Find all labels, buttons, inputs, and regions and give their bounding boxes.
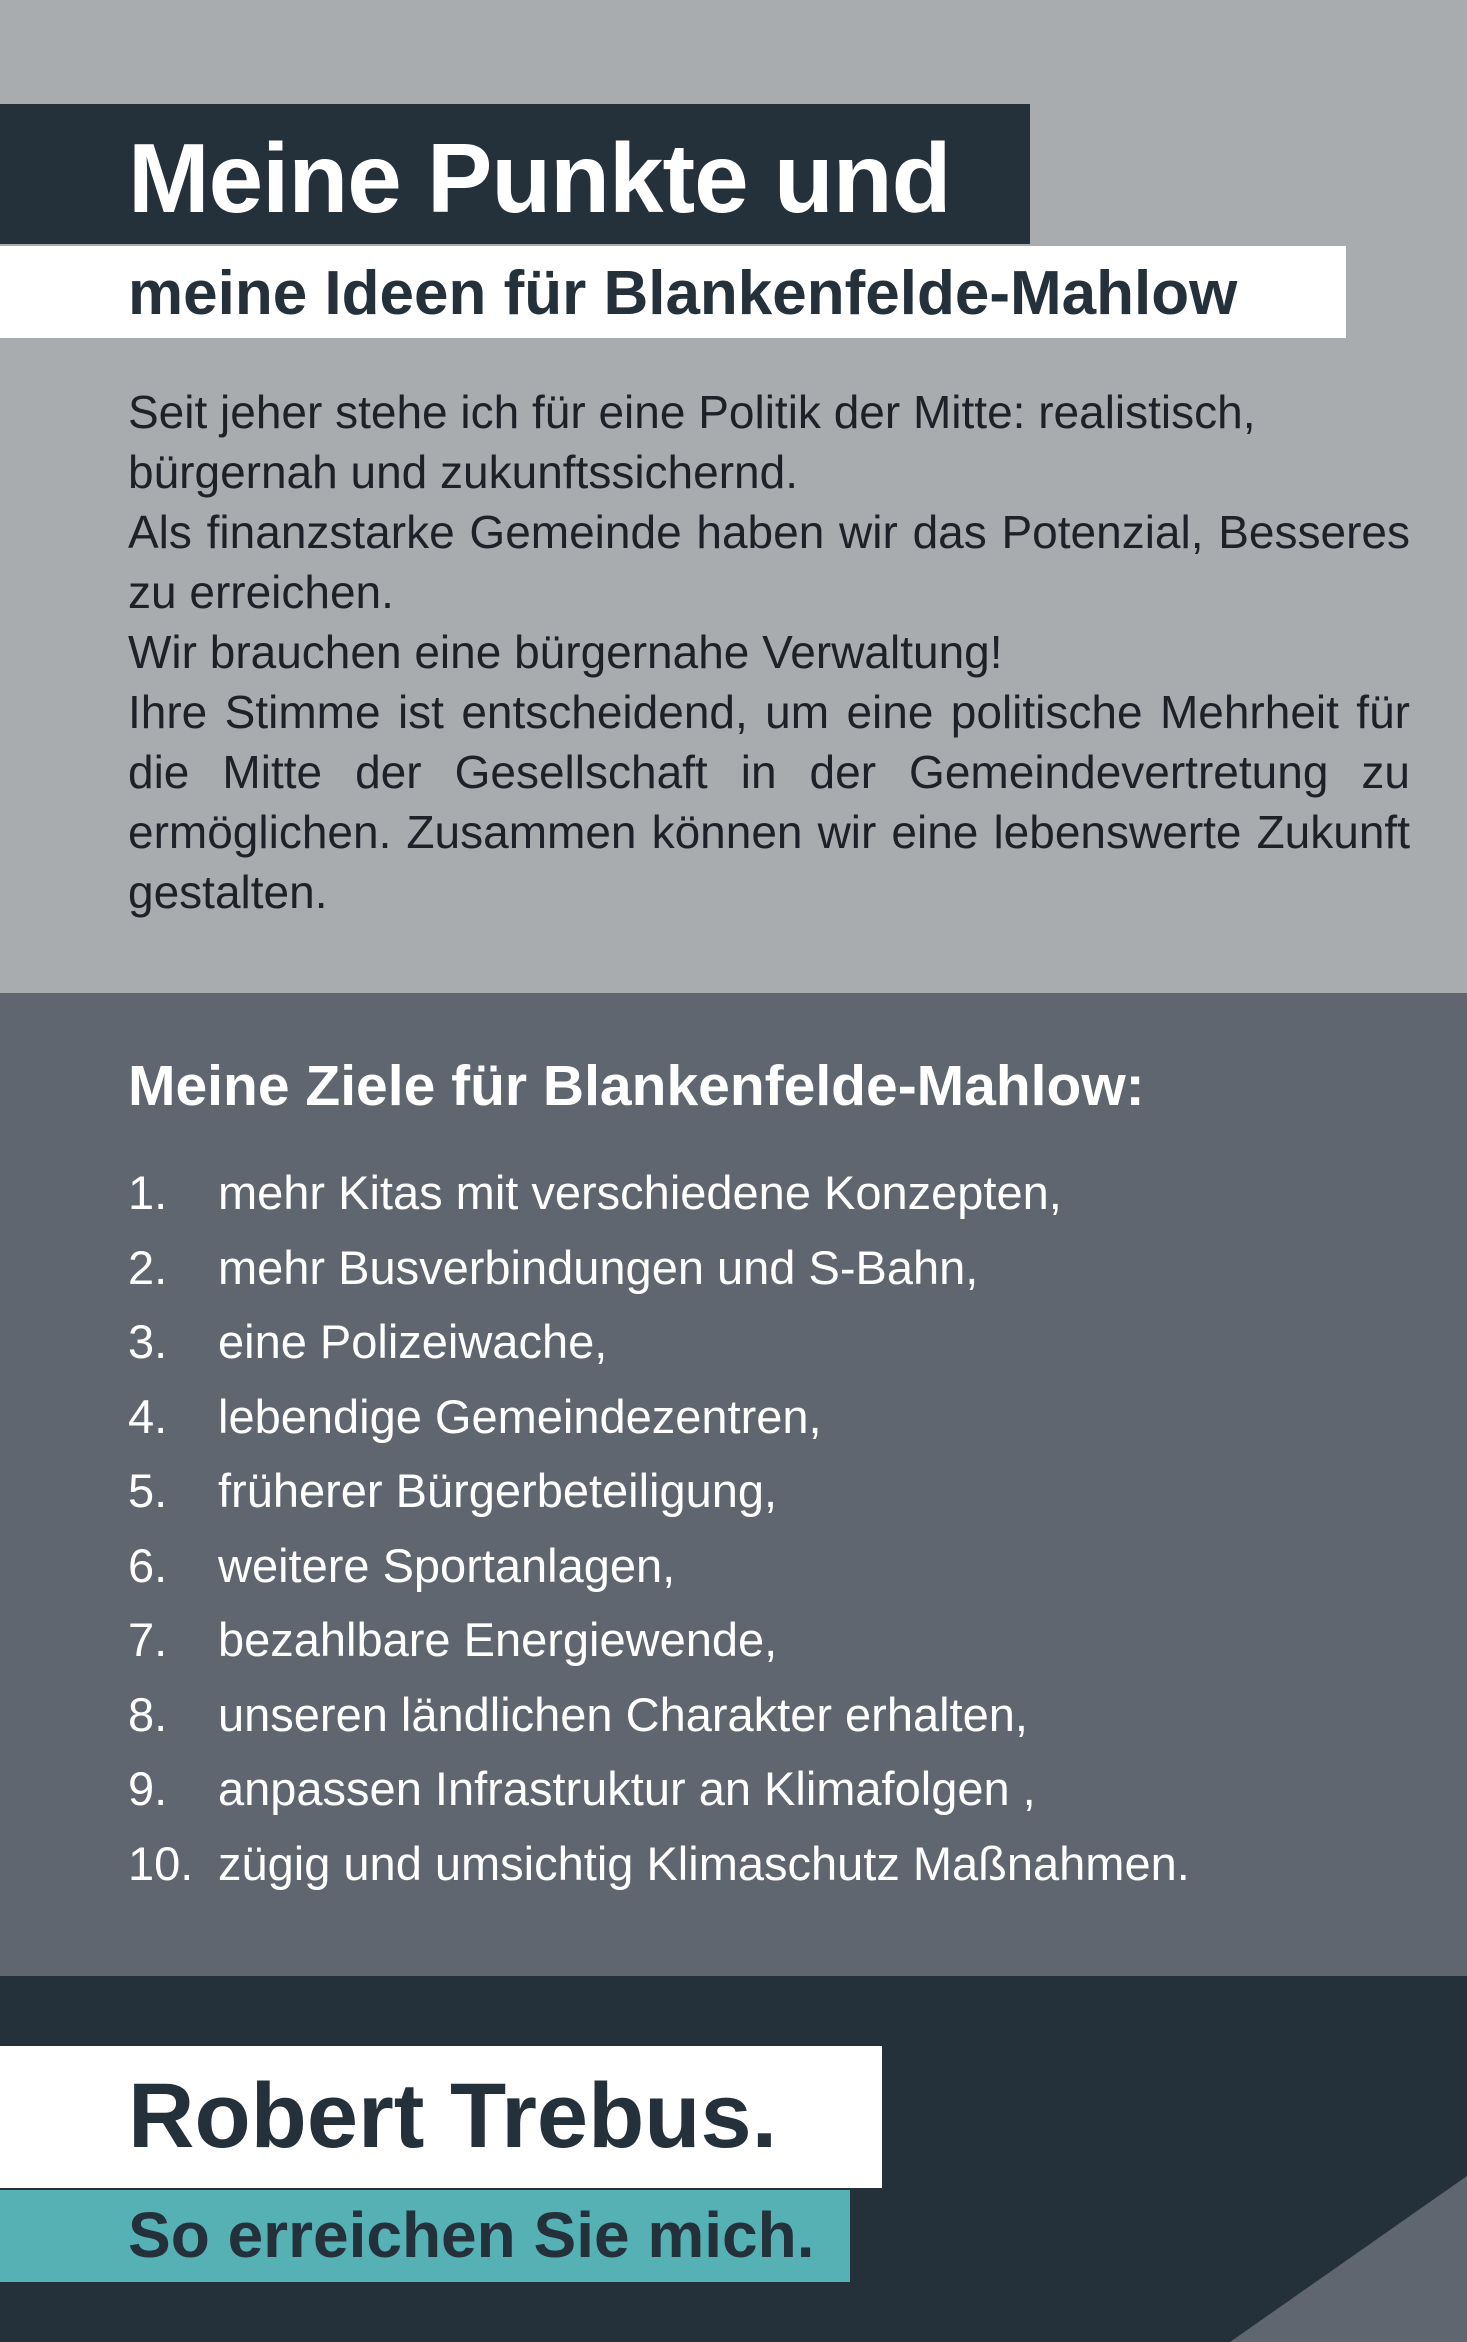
page-title: Meine Punkte und — [128, 123, 951, 233]
title-banner — [0, 104, 1030, 244]
list-item — [128, 1536, 1190, 1611]
candidate-name: Robert Trebus. — [128, 2065, 778, 2167]
intro-paragraph-3: Wir brauchen eine bürgernahe Verwaltung! — [128, 626, 1003, 678]
name-banner — [0, 2046, 882, 2188]
list-item-number: 7. — [128, 1613, 168, 1666]
list-item — [128, 1759, 1190, 1834]
list-item — [128, 1685, 1190, 1760]
list-item-number: 9. — [128, 1762, 168, 1815]
footer-section — [0, 1976, 1467, 2342]
list-item-text: lebendige Gemeindezentren, — [218, 1389, 822, 1443]
list-item-number: 6. — [128, 1538, 168, 1592]
list-item-text: unseren ländlichen Charakter erhalten, — [218, 1687, 1028, 1741]
intro-paragraph-4: Ihre Stimme ist entscheidend, um eine politische Mehrheit für die Mitte der Gesellschaft in der Gemeindevertretung zu ermöglichen. Zusammen können wir eine lebenswerte Zukunft gestalten. — [128, 686, 1410, 918]
list-item — [128, 1238, 1190, 1313]
intro-section — [0, 0, 1467, 993]
list-item-text: bezahlbare Energiewende, — [218, 1613, 778, 1666]
list-item — [128, 1387, 1190, 1462]
subtitle-banner — [0, 246, 1346, 338]
list-item — [128, 1461, 1190, 1536]
list-item-number: 10. — [128, 1836, 194, 1890]
corner-triangle — [1230, 2176, 1467, 2342]
list-item-number: 5. — [128, 1464, 168, 1517]
list-item-number: 2. — [128, 1240, 168, 1294]
goals-heading: Meine Ziele für Blankenfelde-Mahlow: — [128, 1054, 1145, 1118]
list-item-text: anpassen Infrastruktur an Klimafolgen , — [218, 1762, 1036, 1815]
list-item-number: 8. — [128, 1687, 168, 1741]
intro-paragraph-1: Seit jeher stehe ich für eine Politik der Mitte: realistisch, bürgernah und zukunftssichernd. — [128, 386, 1256, 498]
list-item-number: 4. — [128, 1389, 168, 1443]
goals-list — [128, 1163, 1190, 1908]
list-item — [128, 1163, 1190, 1238]
list-item — [128, 1834, 1190, 1909]
list-item-text: früherer Bürgerbeteiligung, — [218, 1464, 778, 1517]
contact-heading: So erreichen Sie mich. — [128, 2199, 815, 2271]
list-item-text: zügig und umsichtig Klimaschutz Maßnahmen. — [218, 1836, 1190, 1890]
contact-banner — [0, 2190, 850, 2282]
intro-paragraph-2: Als finanzstarke Gemeinde haben wir das Potenzial, Besseres zu erreichen. — [128, 506, 1410, 618]
list-item — [128, 1312, 1190, 1387]
list-item — [128, 1610, 1190, 1685]
intro-text — [128, 382, 1410, 922]
list-item-number: 1. — [128, 1166, 168, 1219]
list-item-number: 3. — [128, 1315, 168, 1368]
list-item-text: eine Polizeiwache, — [218, 1315, 608, 1368]
goals-section — [0, 993, 1467, 1976]
page-subtitle: meine Ideen für Blankenfelde-Mahlow — [128, 259, 1238, 328]
list-item-text: mehr Kitas mit verschiedene Konzepten, — [218, 1166, 1062, 1219]
list-item-text: mehr Busverbindungen und S-Bahn, — [218, 1240, 979, 1294]
list-item-text: weitere Sportanlagen, — [218, 1538, 676, 1592]
